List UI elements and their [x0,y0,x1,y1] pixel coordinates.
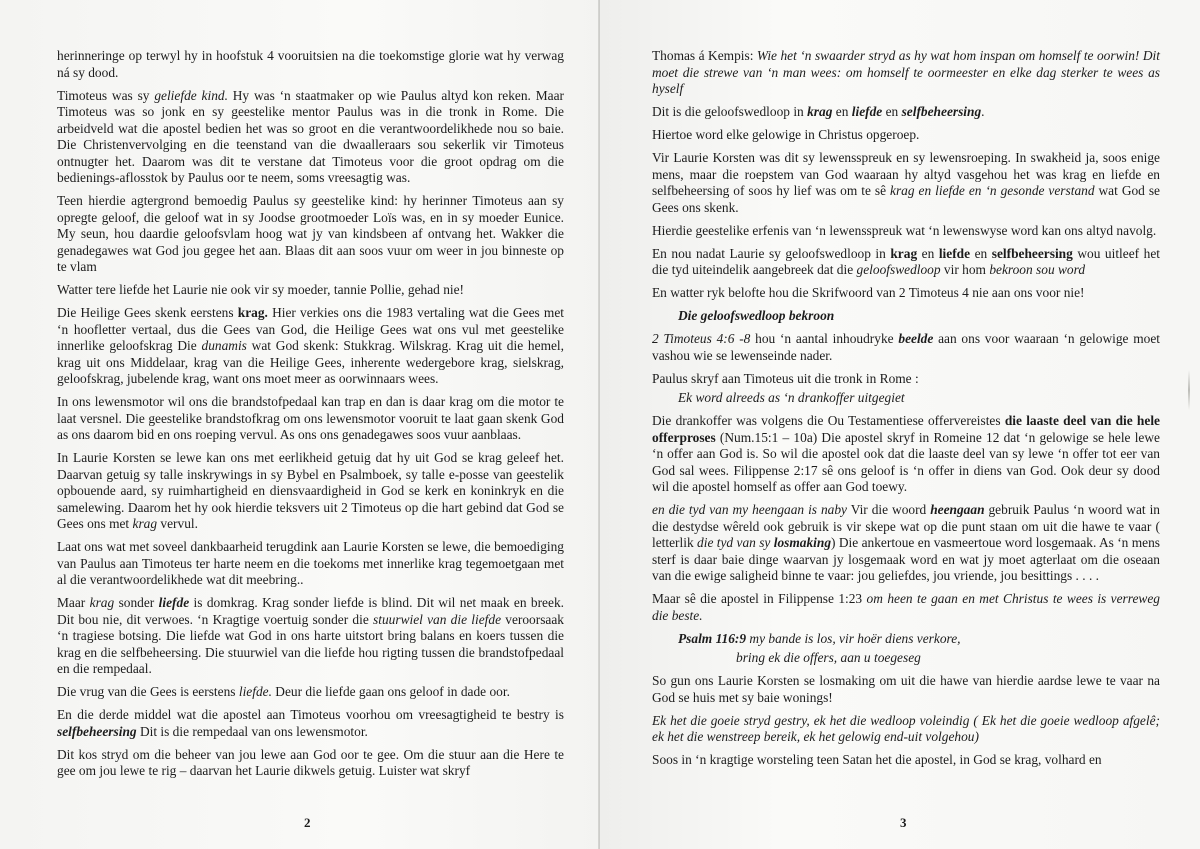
paragraph: Hierdie geestelike erfenis van ‘n lewensspreuk wat ‘n lewenswyse word kan ons altyd navolg. [652,222,1157,238]
paragraph: In Laurie Korsten se lewe kan ons met eerlikheid getuig dat hy uit God se krag geleef het. Daarvan getuig sy talle inskrywings in sy Bybel en Psalmboek, sy talle e-posse van geestelik opbouende aard, sy ruimhartigheid en diensvaardigheid in God se kerk en koninkryk en die samelewing. Daarom het hy ook hierdie teksvers uit 2 Timoteus op die hart gebind dat God se Gees ons met krag vervul. [57,450,564,531]
paragraph: Hiertoe word elke gelowige in Christus opgeroep. [652,127,920,142]
paragraph: En die derde middel wat die apostel aan Timoteus voorhou om vreesagtigheid te bestry is selfbeheersing Dit is die rempedaal van ons lewensmotor. [57,707,564,739]
paragraph: Die Heilige Gees skenk eerstens krag. Hier verkies ons die 1983 vertaling wat die Gees met ‘n hoofletter vertaal, dus die Gees van God, die Heilige Gees wat ons vul met geestelike innerlike geloofskrag Die dunamis wat God skenk: Stukkrag. Wilskrag. Krag uit die hemel, krag uit ons Middelaar, krag van die Heilige Gees, inherente wedergebore krag, sielskrag, geloofskrag, jubelende krag, want ons moet meer as oorwinnaars wees. [57,305,564,386]
paragraph: Soos in ‘n kragtige worsteling teen Satan het die apostel, in God se krag, volhard en [652,752,1102,767]
paragraph: Die drankoffer was volgens die Ou Testamentiese offervereistes die laaste deel van die hele offerproses (Num.15:1 – 10a) Die apostel skryf in Romeine 12 dat ‘n gelowige se hele lewe ‘n offer aan God is. So wil die apostel ook dat die laaste deel van sy lewe ‘n offer tot eer van God sal wees. Filippense 2:17 sê ons geloof is ‘n offer in diens van God. Ook deur sy dood wil die apostel homself as offer aan God toewy. [652,413,1160,494]
paragraph: Paulus skryf aan Timoteus uit die tronk in Rome : [652,370,919,386]
paragraph: Thomas á Kempis: Wie het ‘n swaarder stryd as hy wat hom inspan om homself te oorwin! Dit moet die strewe van ‘n man wees: om homself te oormeester en elke dag sterker te wees as hyself [652,48,1160,96]
paragraph: Vir Laurie Korsten was dit sy lewensspreuk en sy lewensroeping. In swakheid ja, soos enige mens, maar die roepstem van God waaraan hy altyd vasgehou het was krag en liefde en selfbeheersing of soos hy lief was om te sê krag en liefde en ‘n gesonde verstand wat God se Gees ons skenk. [652,150,1161,215]
paragraph: Die vrug van die Gees is eerstens liefde. Deur die liefde gaan ons geloof in dade oor. [57,684,510,699]
paragraph: Teen hierdie agtergrond bemoedig Paulus sy geestelike kind: hy herinner Timoteus aan sy opregte geloof, die geloof wat in sy Joodse grootmoeder Loïs was, en in sy moeder Eunice. My seun, hou daardie geloofsvlam hoog wat jy van kindsbeen af ontvang het. Wakker die genadegawes wat God jou gegee het aan. Blaas dit aan soos vuur om weer in jou binneste op te vlam [57,193,564,274]
section-heading: Die geloofswedloop bekroon [678,308,835,323]
paragraph: Timoteus was sy geliefde kind. Hy was ‘n staatmaker op wie Paulus altyd kon reken. Maar Timoteus was so jonk en sy geestelike mentor Paulus was in die tronk in Rome. Die arbeidveld wat die apostel bedien het was so groot en die verantwoordelikhede nou so baie. Die Christenvervolging en die teenstand van die dwaalleraars sou sekerlik vir Timoteus ontnugter het. Daarom was dit te verstane dat Timoteus voor die groot opdrag om die bedienings-aflosstok by Paulus oor te neem, soms vreesagtig was. [57,87,564,185]
paragraph: Dit kos stryd om die beheer van jou lewe aan God oor te gee. Om die stuur aan die Here te gee om jou lewe te rig – daarvan het Laurie dikwels getuig. Luister wat skryf [57,746,564,778]
paragraph: Dit is die geloofswedloop in krag en liefde en selfbeheersing. [652,104,985,119]
page-number: 2 [304,814,311,830]
paragraph: Maar krag sonder liefde is domkrag. Krag sonder liefde is blind. Dit wil net maak en breek. Dit bou nie, dit verwoes. ‘n Kragtige voertuig sonder die stuurwiel van die liefde veroorsaak ‘n tragiese botsing. Die liefde wat God in ons harte uitstort bring balans en koers tussen die krag en die selfbeheersing. Die stuurwiel van die liefde hou rigting tussen die brandstofpedaal en die rempedaal. [57,595,565,676]
psalm-line: bring ek die offers, aan u toegeseg [736,650,921,665]
right-page [600,0,1200,849]
paragraph: Watter tere liefde het Laurie nie ook vir sy moeder, tannie Pollie, gehad nie! [57,282,465,297]
paragraph: En watter ryk belofte hou die Skrifwoord van 2 Timoteus 4 nie aan ons voor nie! [652,285,1085,300]
page-number: 3 [900,814,907,830]
psalm-line: Psalm 116:9 my bande is los, vir hoër diens verkore, [678,630,961,646]
paragraph: So gun ons Laurie Korsten se losmaking om uit die hawe van hierdie aardse lewe te vaar na God se huis met sy baie wonings! [652,673,1160,705]
paragraph: herinneringe op terwyl hy in hoofstuk 4 vooruitsien na die toekomstige glorie wat hy verwag ná sy dood. [57,48,564,80]
paragraph: In ons lewensmotor wil ons die brandstofpedaal kan trap en dan is daar krag om die motor te laat versnel. Die geestelike brandstofkrag om ons lewensmotor vooruit te laat gaan skenk God as ons daarom bid en ons roeping vervul. As ons ons genadegawes soos vuur aanblaas. [57,394,564,442]
quote: Ek het die goeie stryd gestry, ek het die wedloop voleindig ( Ek het die goeie wedloop afgelê; ek het die wenstreep bereik, ek het gelowig end-uit volgehou) [652,712,1160,744]
paragraph: en die tyd van my heengaan is naby Vir die woord heengaan gebruik Paulus ‘n woord wat in die destydse wêreld ook gebruik is vir skepe wat op die punt staan om uit die hawe te vaar ( letterlik die tyd van sy losmaking) Die ankertoue en vasmeertoue word losgemaak. As ‘n mens sterf is daar baie dinge waarvan jy losgemaak word en wat jy moet agterlaat om die oseaan van die ewige saligheid binne te vaar: jou geliefdes, jou vriende, jou besittings . . . . [652,502,1160,583]
paragraph: En nou nadat Laurie sy geloofswedloop in krag en liefde en selfbeheersing wou uitleef het die tyd uiteindelik aangebreek dat die geloofswedloop vir hom bekroon sou word [652,245,1160,277]
paragraph: Maar sê die apostel in Filippense 1:23 om heen te gaan en met Christus te wees is verreweg die beste. [652,591,1160,623]
scan-artifact [1188,370,1190,410]
paragraph: Laat ons wat met soveel dankbaarheid terugdink aan Laurie Korsten se lewe, die bemoediging van Paulus aan Timoteus ter harte neem en die toekoms met innerlike krag tegemoetgaan met al die verantwoordelikhede wat dit meebring.. [57,539,564,587]
paragraph: 2 Timoteus 4:6 -8 hou ‘n aantal inhoudryke beelde aan ons voor waaraan ‘n gelowige moet vashou wie se lewenseinde nader. [652,331,1161,363]
quote: Ek word alreeds as ‘n drankoffer uitgegiet [678,390,905,405]
